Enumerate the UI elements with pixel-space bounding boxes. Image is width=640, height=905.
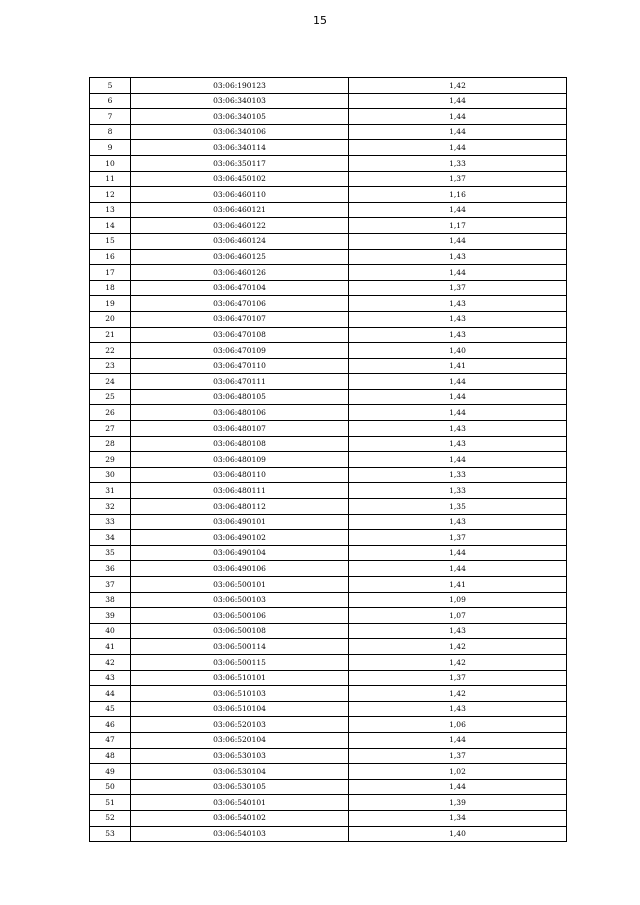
cadastral-number-cell: 03:06:340106	[131, 124, 349, 140]
cadastral-number-cell: 03:06:470110	[131, 358, 349, 374]
cadastral-number-cell: 03:06:470111	[131, 374, 349, 390]
row-number-cell: 11	[90, 171, 131, 187]
value-cell: 1,34	[349, 810, 567, 826]
row-number-cell: 17	[90, 265, 131, 281]
data-table	[89, 77, 567, 842]
cadastral-number-cell: 03:06:540101	[131, 795, 349, 811]
cadastral-number-cell: 03:06:480109	[131, 452, 349, 468]
row-number-cell: 47	[90, 732, 131, 748]
row-number-cell: 46	[90, 717, 131, 733]
value-cell: 1,44	[349, 233, 567, 249]
row-number-cell: 48	[90, 748, 131, 764]
table-row	[90, 436, 567, 452]
table-row	[90, 639, 567, 655]
value-cell: 1,43	[349, 327, 567, 343]
table-row	[90, 78, 567, 94]
row-number-cell: 5	[90, 78, 131, 94]
table-row	[90, 810, 567, 826]
table-row	[90, 421, 567, 437]
row-number-cell: 21	[90, 327, 131, 343]
row-number-cell: 51	[90, 795, 131, 811]
row-number-cell: 6	[90, 93, 131, 109]
cadastral-number-cell: 03:06:500115	[131, 654, 349, 670]
row-number-cell: 14	[90, 218, 131, 234]
row-number-cell: 45	[90, 701, 131, 717]
value-cell: 1,44	[349, 389, 567, 405]
row-number-cell: 42	[90, 654, 131, 670]
cadastral-number-cell: 03:06:470108	[131, 327, 349, 343]
value-cell: 1,44	[349, 124, 567, 140]
table-row	[90, 499, 567, 515]
cadastral-number-cell: 03:06:460125	[131, 249, 349, 265]
cadastral-number-cell: 03:06:480112	[131, 499, 349, 515]
table-row	[90, 358, 567, 374]
cadastral-number-cell: 03:06:540102	[131, 810, 349, 826]
cadastral-number-cell: 03:06:520104	[131, 732, 349, 748]
cadastral-number-cell: 03:06:530104	[131, 764, 349, 780]
value-cell: 1,40	[349, 826, 567, 842]
row-number-cell: 36	[90, 561, 131, 577]
table-row	[90, 732, 567, 748]
value-cell: 1,43	[349, 311, 567, 327]
row-number-cell: 27	[90, 421, 131, 437]
cadastral-number-cell: 03:06:340114	[131, 140, 349, 156]
row-number-cell: 10	[90, 155, 131, 171]
cadastral-number-cell: 03:06:480107	[131, 421, 349, 437]
cadastral-number-cell: 03:06:470107	[131, 311, 349, 327]
value-cell: 1,44	[349, 93, 567, 109]
value-cell: 1,35	[349, 499, 567, 515]
row-number-cell: 37	[90, 577, 131, 593]
table-row	[90, 343, 567, 359]
table-row	[90, 764, 567, 780]
table-row	[90, 545, 567, 561]
cadastral-number-cell: 03:06:520103	[131, 717, 349, 733]
row-number-cell: 19	[90, 296, 131, 312]
table-row	[90, 748, 567, 764]
row-number-cell: 39	[90, 608, 131, 624]
cadastral-number-cell: 03:06:500108	[131, 623, 349, 639]
row-number-cell: 35	[90, 545, 131, 561]
value-cell: 1,43	[349, 249, 567, 265]
cadastral-number-cell: 03:06:490106	[131, 561, 349, 577]
cadastral-number-cell: 03:06:530105	[131, 779, 349, 795]
value-cell: 1,42	[349, 78, 567, 94]
table-body	[90, 78, 567, 842]
value-cell: 1,39	[349, 795, 567, 811]
value-cell: 1,37	[349, 280, 567, 296]
table-row	[90, 249, 567, 265]
value-cell: 1,44	[349, 545, 567, 561]
value-cell: 1,02	[349, 764, 567, 780]
table-row	[90, 654, 567, 670]
cadastral-number-cell: 03:06:480111	[131, 483, 349, 499]
cadastral-number-cell: 03:06:340103	[131, 93, 349, 109]
cadastral-number-cell: 03:06:490102	[131, 530, 349, 546]
value-cell: 1,41	[349, 577, 567, 593]
table-row	[90, 779, 567, 795]
table-row	[90, 218, 567, 234]
cadastral-number-cell: 03:06:500114	[131, 639, 349, 655]
row-number-cell: 32	[90, 499, 131, 515]
row-number-cell: 26	[90, 405, 131, 421]
table-row	[90, 795, 567, 811]
row-number-cell: 15	[90, 233, 131, 249]
value-cell: 1,42	[349, 639, 567, 655]
value-cell: 1,37	[349, 670, 567, 686]
table-row	[90, 686, 567, 702]
cadastral-number-cell: 03:06:490104	[131, 545, 349, 561]
cadastral-number-cell: 03:06:470106	[131, 296, 349, 312]
table-row	[90, 826, 567, 842]
value-cell: 1,40	[349, 343, 567, 359]
value-cell: 1,33	[349, 155, 567, 171]
value-cell: 1,43	[349, 623, 567, 639]
table-row	[90, 405, 567, 421]
row-number-cell: 28	[90, 436, 131, 452]
table-row	[90, 124, 567, 140]
cadastral-number-cell: 03:06:500106	[131, 608, 349, 624]
table-row	[90, 592, 567, 608]
cadastral-number-cell: 03:06:460126	[131, 265, 349, 281]
row-number-cell: 9	[90, 140, 131, 156]
table-row	[90, 171, 567, 187]
value-cell: 1,44	[349, 202, 567, 218]
cadastral-number-cell: 03:06:460122	[131, 218, 349, 234]
row-number-cell: 43	[90, 670, 131, 686]
cadastral-number-cell: 03:06:480110	[131, 467, 349, 483]
value-cell: 1,43	[349, 296, 567, 312]
table-row	[90, 311, 567, 327]
value-cell: 1,09	[349, 592, 567, 608]
cadastral-number-cell: 03:06:530103	[131, 748, 349, 764]
value-cell: 1,33	[349, 483, 567, 499]
value-cell: 1,37	[349, 530, 567, 546]
table-row	[90, 280, 567, 296]
table-row	[90, 608, 567, 624]
value-cell: 1,44	[349, 109, 567, 125]
value-cell: 1,43	[349, 436, 567, 452]
row-number-cell: 23	[90, 358, 131, 374]
table-row	[90, 140, 567, 156]
row-number-cell: 49	[90, 764, 131, 780]
value-cell: 1,44	[349, 140, 567, 156]
row-number-cell: 22	[90, 343, 131, 359]
value-cell: 1,44	[349, 732, 567, 748]
row-number-cell: 16	[90, 249, 131, 265]
table-row	[90, 483, 567, 499]
value-cell: 1,44	[349, 779, 567, 795]
table-row	[90, 296, 567, 312]
row-number-cell: 20	[90, 311, 131, 327]
row-number-cell: 38	[90, 592, 131, 608]
row-number-cell: 30	[90, 467, 131, 483]
value-cell: 1,44	[349, 452, 567, 468]
row-number-cell: 53	[90, 826, 131, 842]
cadastral-number-cell: 03:06:350117	[131, 155, 349, 171]
value-cell: 1,06	[349, 717, 567, 733]
table-row	[90, 109, 567, 125]
cadastral-number-cell: 03:06:190123	[131, 78, 349, 94]
row-number-cell: 29	[90, 452, 131, 468]
table-row	[90, 577, 567, 593]
value-cell: 1,33	[349, 467, 567, 483]
row-number-cell: 24	[90, 374, 131, 390]
cadastral-number-cell: 03:06:480105	[131, 389, 349, 405]
table-row	[90, 265, 567, 281]
row-number-cell: 50	[90, 779, 131, 795]
cadastral-number-cell: 03:06:470104	[131, 280, 349, 296]
table-row	[90, 530, 567, 546]
cadastral-number-cell: 03:06:510104	[131, 701, 349, 717]
value-cell: 1,07	[349, 608, 567, 624]
cadastral-number-cell: 03:06:500101	[131, 577, 349, 593]
table-row	[90, 327, 567, 343]
value-cell: 1,42	[349, 686, 567, 702]
table-row	[90, 374, 567, 390]
row-number-cell: 18	[90, 280, 131, 296]
table-row	[90, 701, 567, 717]
row-number-cell: 13	[90, 202, 131, 218]
table-row	[90, 670, 567, 686]
cadastral-number-cell: 03:06:460121	[131, 202, 349, 218]
cadastral-number-cell: 03:06:510101	[131, 670, 349, 686]
table-row	[90, 202, 567, 218]
row-number-cell: 25	[90, 389, 131, 405]
cadastral-number-cell: 03:06:540103	[131, 826, 349, 842]
table-row	[90, 389, 567, 405]
table-row	[90, 467, 567, 483]
value-cell: 1,44	[349, 405, 567, 421]
cadastral-number-cell: 03:06:340105	[131, 109, 349, 125]
cadastral-number-cell: 03:06:500103	[131, 592, 349, 608]
value-cell: 1,16	[349, 187, 567, 203]
value-cell: 1,44	[349, 561, 567, 577]
page-number: 15	[313, 14, 327, 27]
cadastral-number-cell: 03:06:450102	[131, 171, 349, 187]
value-cell: 1,44	[349, 374, 567, 390]
row-number-cell: 34	[90, 530, 131, 546]
value-cell: 1,41	[349, 358, 567, 374]
table-row	[90, 233, 567, 249]
value-cell: 1,44	[349, 265, 567, 281]
value-cell: 1,17	[349, 218, 567, 234]
table-row	[90, 187, 567, 203]
cadastral-number-cell: 03:06:460124	[131, 233, 349, 249]
cadastral-number-cell: 03:06:460110	[131, 187, 349, 203]
row-number-cell: 12	[90, 187, 131, 203]
row-number-cell: 7	[90, 109, 131, 125]
table-row	[90, 452, 567, 468]
value-cell: 1,37	[349, 171, 567, 187]
table-row	[90, 93, 567, 109]
row-number-cell: 33	[90, 514, 131, 530]
row-number-cell: 41	[90, 639, 131, 655]
row-number-cell: 44	[90, 686, 131, 702]
cadastral-number-cell: 03:06:480106	[131, 405, 349, 421]
cadastral-number-cell: 03:06:470109	[131, 343, 349, 359]
table-row	[90, 155, 567, 171]
row-number-cell: 40	[90, 623, 131, 639]
table-row	[90, 623, 567, 639]
row-number-cell: 52	[90, 810, 131, 826]
cadastral-number-cell: 03:06:510103	[131, 686, 349, 702]
value-cell: 1,37	[349, 748, 567, 764]
row-number-cell: 31	[90, 483, 131, 499]
table-row	[90, 514, 567, 530]
row-number-cell: 8	[90, 124, 131, 140]
table-row	[90, 561, 567, 577]
value-cell: 1,43	[349, 421, 567, 437]
cadastral-number-cell: 03:06:490101	[131, 514, 349, 530]
value-cell: 1,42	[349, 654, 567, 670]
table-row	[90, 717, 567, 733]
cadastral-number-cell: 03:06:480108	[131, 436, 349, 452]
value-cell: 1,43	[349, 514, 567, 530]
value-cell: 1,43	[349, 701, 567, 717]
